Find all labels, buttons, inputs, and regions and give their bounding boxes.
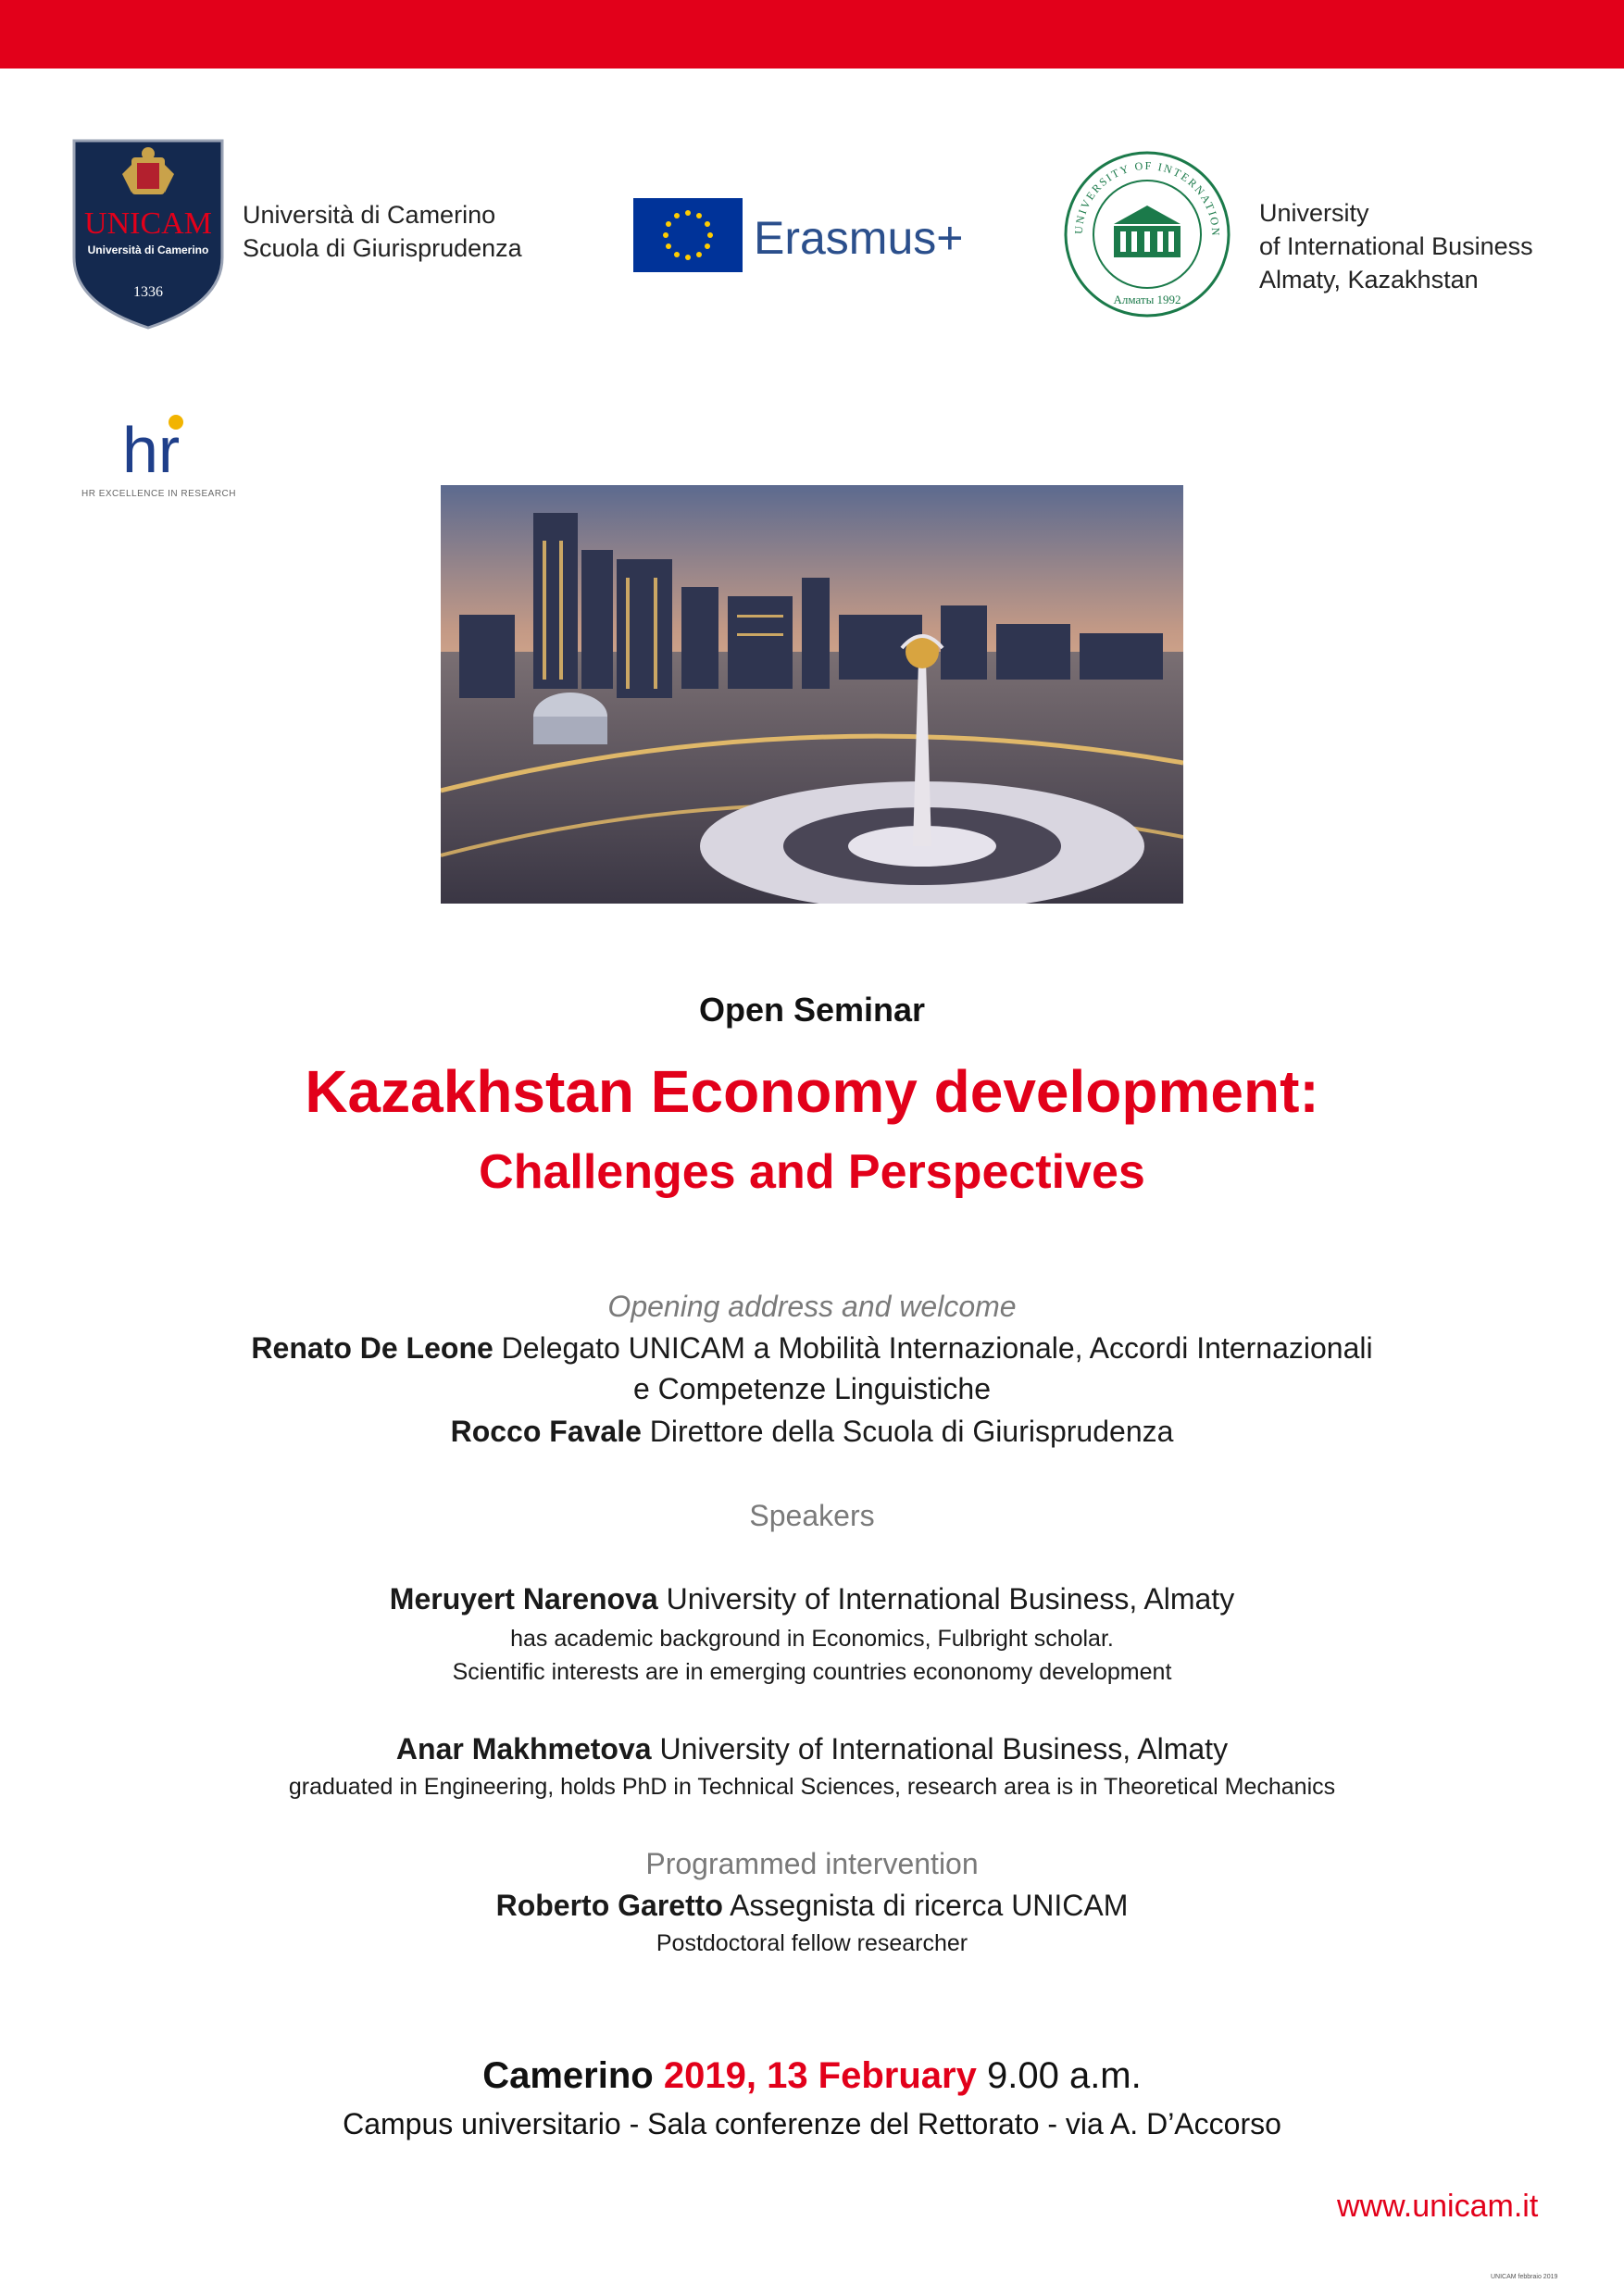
opening-speaker-1 [0, 1331, 1624, 1366]
unicam-name [243, 198, 522, 265]
hr-mark: hr [122, 414, 181, 485]
uib-name [1259, 196, 1533, 296]
unicam-name-line2: Scuola di Giurisprudenza [243, 234, 522, 262]
speaker-1-name: Meruyert Narenova [389, 1582, 658, 1616]
opening-speaker-2-role: Direttore della Scuola di Giurisprudenza [649, 1415, 1174, 1448]
footnote: UNICAM febbraio 2019 [1491, 2274, 1558, 2280]
website-link[interactable]: www.unicam.it [1337, 2189, 1539, 2224]
intervention-speaker [0, 1889, 1624, 1923]
unicam-brand: UNICAM [84, 206, 212, 241]
uib-seal-logo [1063, 148, 1231, 320]
speaker-1-bio-line2: Scientific interests are in emerging countries econonomy development [452, 1659, 1172, 1685]
speaker-2-affiliation: University of International Business, Almaty [659, 1732, 1229, 1766]
uib-name-line3: Almaty, Kazakhstan [1259, 266, 1479, 293]
speaker-2-name: Anar Makhmetova [395, 1732, 652, 1766]
event-date-line [0, 2055, 1624, 2097]
event-city: Camerino [482, 2055, 654, 2096]
opening-speaker-2 [0, 1415, 1624, 1449]
uib-seal-ring-text: UNIVERSITY OF INTERNATION [1071, 158, 1223, 238]
seminar-label: Open Seminar [698, 991, 926, 1029]
unicam-logo [70, 137, 226, 331]
speaker-2-bio: graduated in Engineering, holds PhD in Technical Sciences, research area is in Theoretical Mechanics [288, 1774, 1336, 1800]
hr-caption: HR EXCELLENCE IN RESEARCH [81, 489, 236, 499]
unicam-logo-subtitle: Università di Camerino [87, 243, 209, 256]
seminar-title-line1: Kazakhstan Economy development: [305, 1058, 1319, 1125]
intervention-speaker-name: Roberto Garetto [495, 1889, 723, 1922]
intervention-speaker-bio: Postdoctoral fellow researcher [656, 1930, 968, 1956]
opening-heading: Opening address and welcome [607, 1290, 1017, 1323]
speaker-2 [0, 1732, 1624, 1766]
opening-speaker-2-name: Rocco Favale [450, 1415, 642, 1448]
uib-seal-bottom-text: Алматы 1992 [1113, 293, 1181, 306]
uib-name-line2: of International Business [1259, 232, 1533, 260]
speaker-1 [0, 1582, 1624, 1616]
opening-speaker-1-role-cont: e Competenze Linguistiche [632, 1372, 991, 1405]
unicam-name-line1: Università di Camerino [243, 201, 496, 229]
speakers-heading: Speakers [749, 1499, 875, 1532]
top-red-bar [0, 0, 1624, 69]
intervention-heading: Programmed intervention [645, 1847, 979, 1880]
speaker-1-affiliation: University of International Business, Almaty [666, 1582, 1235, 1616]
city-skyline-photo [441, 485, 1183, 904]
event-date: 2019, 13 February [663, 2055, 977, 2096]
uib-name-line1: University [1259, 199, 1369, 227]
opening-speaker-1-role: Delegato UNICAM a Mobilità Internazionale, Accordi Internazionali [501, 1331, 1373, 1365]
opening-speaker-1-name: Renato De Leone [251, 1331, 493, 1365]
event-venue: Campus universitario - Sala conferenze del Rettorato - via A. D’Accorso [343, 2107, 1281, 2140]
unicam-year: 1336 [133, 284, 163, 300]
intervention-speaker-role: Assegnista di ricerca UNICAM [730, 1889, 1129, 1922]
erasmus-logo [633, 198, 987, 272]
seminar-title-line2: Challenges and Perspectives [479, 1145, 1145, 1199]
event-time: 9.00 a.m. [986, 2055, 1142, 2096]
erasmus-text: Erasmus+ [754, 212, 964, 264]
speaker-1-bio-line1: has academic background in Economics, Fulbright scholar. [510, 1626, 1114, 1652]
